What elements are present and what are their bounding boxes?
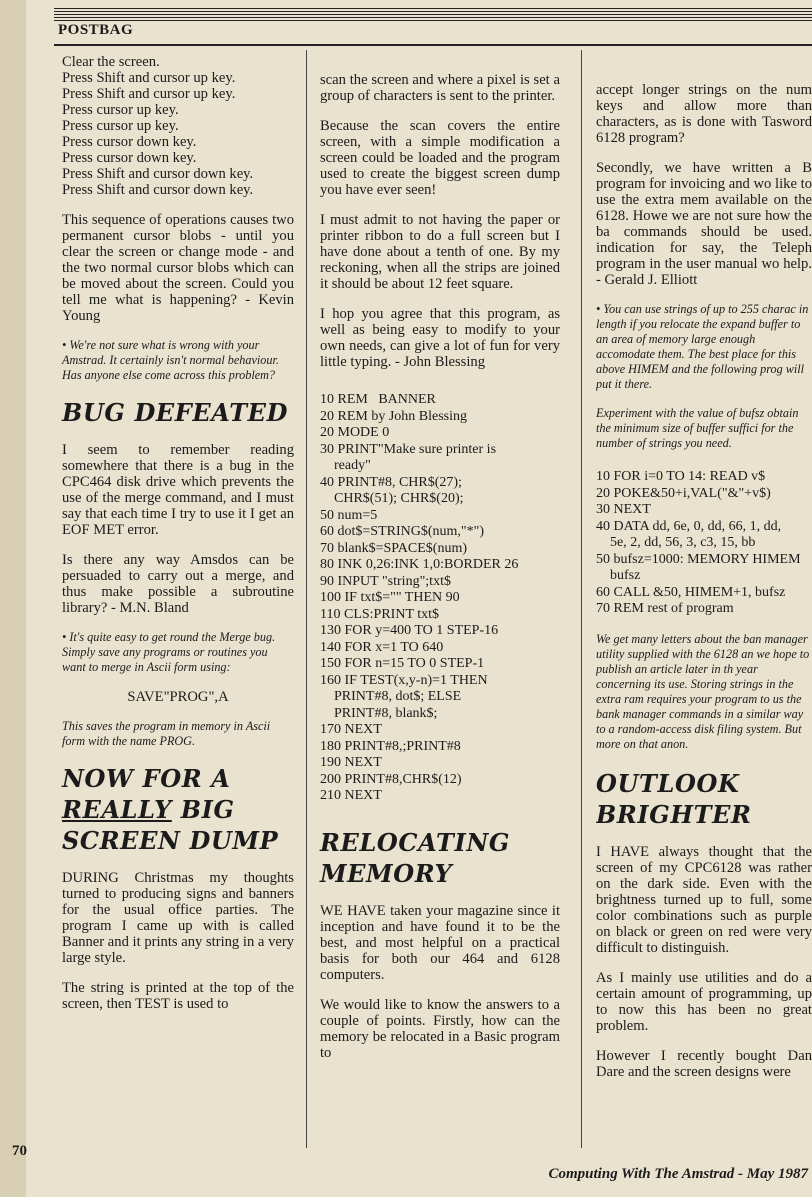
letter-paragraph: Secondly, we have written a B program for invoicing and wo like to use the extra mem available on the 6128. Howe we are not sure how the ba commands should be used. indication for say, the Teleph program in the user manual wo help. - Gerald J. Elliott xyxy=(596,160,812,288)
code-line: 20 POKE&50+i,VAL("&"+v$) xyxy=(596,485,771,501)
headline-line xyxy=(62,794,294,825)
code-line: PRINT#8, dot$; ELSE xyxy=(320,689,462,704)
headline-relocating-memory xyxy=(320,827,560,889)
editor-reply: • You can use strings of up to 255 charac in length if you relocate the expand buffer to an area of memory large enough accomodate them. The best place for this above HIMEM and the following prog will put it there. xyxy=(596,302,809,391)
letter-paragraph: Because the scan covers the entire screen, with a simple modification a screen could be loaded and the program used to create the biggest screen dump you have ever seen! xyxy=(320,118,560,198)
sequence-line: Clear the screen. xyxy=(62,54,160,70)
code-line: 30 NEXT xyxy=(596,502,651,517)
editor-reply: We get many letters about the ban manager utility supplied with the 6128 an we hope to publish an article later in th year concerning its use. Storing strings in the extra ram requires your program to us the bank manager commands in a similar way to a random-access disk filing system. But more on that anon. xyxy=(596,631,810,751)
letter-paragraph: WE HAVE taken your magazine since it inception and have found it to be the best, and most helpful on a practical basis for both our 464 and 6128 computers. xyxy=(320,902,560,983)
page-number: 70 xyxy=(12,1143,27,1159)
magazine-footer: Computing With The Amstrad - May 1987 xyxy=(548,1166,808,1182)
banner-program-listing xyxy=(320,392,560,805)
letter-paragraph: This sequence of operations causes two permanent cursor blobs - until you clear the screen or change mode - and the two normal cursor blobs which can be moved about the screen. Could you tell me what is happening? - Kevin Young xyxy=(62,212,294,324)
sequence-line: Press Shift and cursor up key. xyxy=(62,70,236,86)
headline-bug-defeated: BUG DEFEATED xyxy=(62,398,288,427)
code-line: 10 FOR i=0 TO 14: READ v$ xyxy=(596,469,766,484)
code-line: 20 MODE 0 xyxy=(320,425,390,440)
letter-paragraph: We would like to know the answers to a couple of points. Firstly, how can the memory be relocated in a Basic program to xyxy=(320,996,560,1061)
headline-word: BIG xyxy=(171,795,235,824)
code-line: 180 PRINT#8,;PRINT#8 xyxy=(320,738,461,754)
code-line: CHR$(51); CHR$(20); xyxy=(320,491,464,506)
editor-reply: • We're not sure what is wrong with your Amstrad. It certainly isn't normal behaviour. Has anyone else come across this problem? xyxy=(62,338,279,382)
code-line: 70 REM rest of program xyxy=(596,601,734,616)
code-line: 50 bufsz=1000: MEMORY HIMEM xyxy=(596,551,801,567)
column-rule xyxy=(306,50,307,1148)
letter-paragraph: accept longer strings on the num keys and allow more than characters, as is done with Tasword 6128 program? xyxy=(596,82,812,146)
sequence-line: Press Shift and cursor up key. xyxy=(62,86,236,102)
section-label: POSTBAG xyxy=(58,22,134,38)
code-line: 70 blank$=SPACE$(num) xyxy=(320,540,467,556)
code-line: 160 IF TEST(x,y-n)=1 THEN xyxy=(320,672,488,688)
letter-paragraph: I seem to remember reading somewhere that there is a bug in the CPC464 disk drive which prevents the use of the merge command, and I must say that each time I try to use it I get an EOF MET error. xyxy=(62,442,294,538)
column-1 xyxy=(62,54,294,1026)
headline-line: NOW FOR A xyxy=(62,764,231,793)
code-line: 190 NEXT xyxy=(320,755,382,770)
letter-paragraph: Is there any way Amsdos can be persuaded to carry out a merge, and thus make possible a subroutine library? - M.N. Bland xyxy=(62,552,294,616)
sequence-line: Press cursor down key. xyxy=(62,134,197,150)
editor-reply: This saves the program in memory in Ascii form with the name PROG. xyxy=(62,719,271,748)
letter-paragraph: scan the screen and where a pixel is set a group of characters is sent to the printer. xyxy=(320,72,560,104)
code-save-command: SAVE"PROG",A xyxy=(127,689,229,705)
sequence-line: Press cursor up key. xyxy=(62,102,179,118)
code-line: 5e, 2, dd, 56, 3, c3, 15, bb xyxy=(596,535,756,550)
key-sequence xyxy=(62,54,294,198)
binding-edge xyxy=(0,0,26,1197)
code-line: 100 IF txt$="" THEN 90 xyxy=(320,590,460,605)
code-line: 10 REM BANNER xyxy=(320,392,436,407)
sequence-line: Press Shift and cursor down key. xyxy=(62,166,254,182)
headline-line: MEMORY xyxy=(320,858,453,888)
editor-reply: • It's quite easy to get round the Merge bug. Simply save any programs or routines you want to merge in Ascii form using: xyxy=(62,630,276,674)
sequence-line: Press cursor up key. xyxy=(62,118,179,134)
code-line: ready" xyxy=(320,458,371,473)
code-line: 50 num=5 xyxy=(320,507,378,523)
code-line: 80 INK 0,26:INK 1,0:BORDER 26 xyxy=(320,557,519,572)
headline-line: RELOCATING xyxy=(320,827,510,857)
headline-line: SCREEN DUMP xyxy=(62,826,279,855)
column-rule xyxy=(581,50,582,1148)
code-line: 90 INPUT "string";txt$ xyxy=(320,573,451,589)
code-line: 150 FOR n=15 TO 0 STEP-1 xyxy=(320,656,485,671)
headline-line: OUTLOOK xyxy=(596,768,740,798)
sequence-line: Press cursor down key. xyxy=(62,150,197,166)
headline-screen-dump xyxy=(62,763,294,856)
letter-paragraph: The string is printed at the top of the screen, then TEST is used to xyxy=(62,980,294,1012)
header-rule xyxy=(54,8,812,22)
code-line: 130 FOR y=400 TO 1 STEP-16 xyxy=(320,623,499,638)
code-line: 30 PRINT"Make sure printer is xyxy=(320,441,497,457)
column-2 xyxy=(320,72,560,1075)
code-line: 60 dot$=STRING$(num,"*") xyxy=(320,524,484,539)
headline-underlined-word: REALLY xyxy=(62,795,172,824)
letter-paragraph: However I recently bought Dan Dare and the screen designs were xyxy=(596,1047,812,1080)
letter-paragraph: I HAVE always thought that the screen of my CPC6128 was rather on the dark side. Even with the brightness turned up to full, some color combinations such as purple on black or green on red were very difficult to distinguish. xyxy=(596,843,812,956)
sequence-line: Press Shift and cursor down key. xyxy=(62,182,254,198)
code-line: 40 PRINT#8, CHR$(27); xyxy=(320,474,462,490)
column-3 xyxy=(596,82,812,1094)
headline-line: BRIGHTER xyxy=(596,799,752,829)
code-line: 210 NEXT xyxy=(320,788,382,803)
code-line: PRINT#8, blank$; xyxy=(320,705,438,721)
code-line: 110 CLS:PRINT txt$ xyxy=(320,606,440,622)
letter-paragraph: I hop you agree that this program, as well as being easy to modify to your own needs, can give a lot of fun for very little typing. - John Blessing xyxy=(320,306,560,370)
code-line: 170 NEXT xyxy=(320,722,382,737)
relocation-program-listing xyxy=(596,469,812,618)
code-line: 40 DATA dd, 6e, 0, dd, 66, 1, dd, xyxy=(596,518,782,534)
code-line: bufsz xyxy=(596,568,641,583)
code-line: 140 FOR x=1 TO 640 xyxy=(320,639,444,655)
code-line: 60 CALL &50, HIMEM+1, bufsz xyxy=(596,584,786,600)
code-line: 200 PRINT#8,CHR$(12) xyxy=(320,771,462,787)
letter-paragraph: DURING Christmas my thoughts turned to producing signs and banners for the usual office parties. The program I came up with is called Banner and it prints any string in a very large style. xyxy=(62,870,294,966)
letter-paragraph: As I mainly use utilities and do a certain amount of programming, up to now this has been no great problem. xyxy=(596,969,812,1034)
editor-reply: Experiment with the value of bufsz obtain the minimum size of buffer suffici for the number of strings you need. xyxy=(596,406,799,450)
code-line: 20 REM by John Blessing xyxy=(320,408,468,424)
letter-paragraph: I must admit to not having the paper or printer ribbon to do a full screen but I have done about a tenth of one. By my reckoning, when all the strips are joined it should be about 12 feet square. xyxy=(320,212,560,292)
headline-outlook-brighter xyxy=(596,768,812,830)
